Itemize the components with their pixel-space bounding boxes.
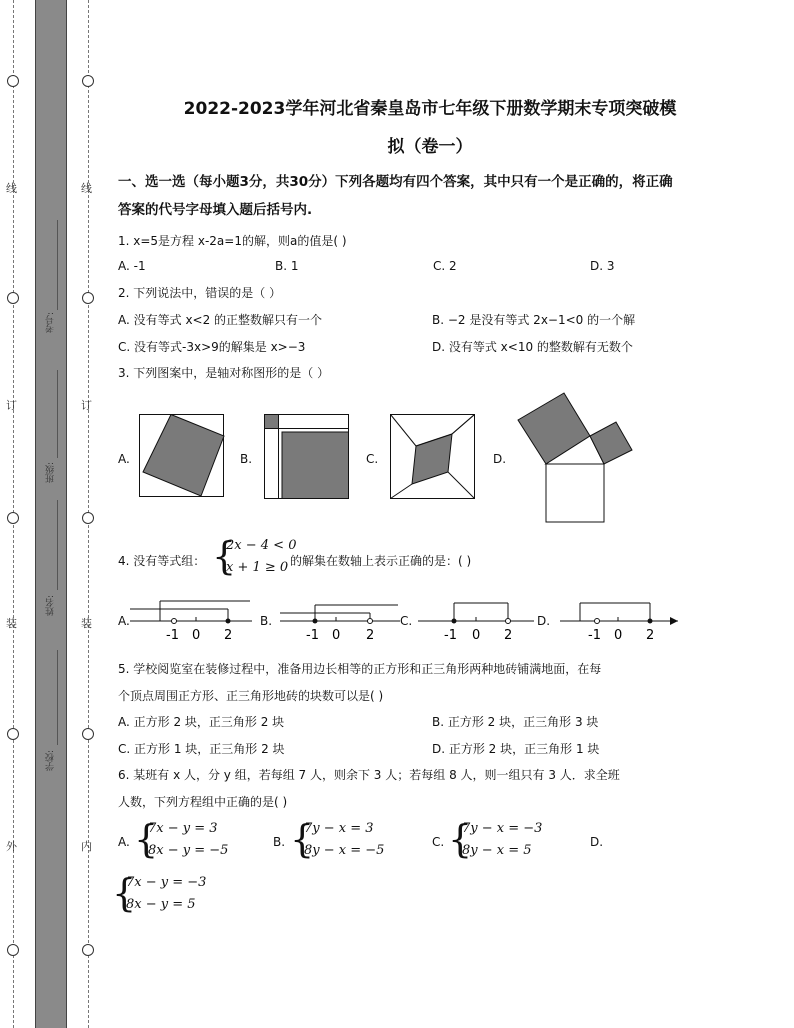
svg-text:-1: -1 <box>444 628 457 643</box>
binding-strip <box>35 0 67 1028</box>
q5-option-a[interactable]: A. 正方形 2 块，正三角形 2 块 <box>118 715 285 729</box>
class-label: 班级: <box>46 462 56 484</box>
binding-margin <box>0 0 100 1028</box>
q6-label-a[interactable]: A. <box>118 835 130 849</box>
q6-label-c[interactable]: C. <box>432 835 445 849</box>
field-underline <box>57 500 58 590</box>
hole-circle <box>82 75 94 87</box>
q4-numberline-b <box>280 595 400 645</box>
svg-text:2: 2 <box>504 628 513 643</box>
q1-option-b[interactable]: B. 1 <box>275 259 299 273</box>
q6-label-b[interactable]: B. <box>273 835 286 849</box>
hole-circle <box>7 292 19 304</box>
hole-circle <box>7 75 19 87</box>
question-4-stem-suffix: 的解集在数轴上表示正确的是：( ) <box>290 554 472 568</box>
q4-label-a[interactable]: A. <box>118 614 130 628</box>
q2-option-a[interactable]: A. 没有等式 x<2 的正整数解只有一个 <box>118 313 323 327</box>
hole-circle <box>82 728 94 740</box>
q5-option-c[interactable]: C. 正方形 1 块，正三角形 2 块 <box>118 742 285 756</box>
question-6-stem-line1: 6. 某班有 x 人，分 y 组，若每组 7 人，则余下 3 人；若每组 8 人，则一组只有 3 人．求全班 <box>118 768 620 782</box>
field-underline <box>57 370 58 458</box>
q3-label-a[interactable]: A. <box>118 452 130 466</box>
svg-text:-1: -1 <box>588 628 601 643</box>
question-3-stem: 3. 下列图案中，是轴对称图形的是（ ） <box>118 366 330 380</box>
q2-option-c[interactable]: C. 没有等式-3x>9的解集是 x>−3 <box>118 340 306 354</box>
brace: { <box>212 534 237 578</box>
q4-label-c[interactable]: C. <box>400 614 413 628</box>
hole-circle <box>7 512 19 524</box>
margin-char: 订 <box>6 399 17 412</box>
hole-circle <box>82 512 94 524</box>
q4-numberline-a <box>130 595 254 645</box>
hole-circle <box>7 728 19 740</box>
q1-option-d[interactable]: D. 3 <box>590 259 615 273</box>
margin-char: 内 <box>81 840 92 853</box>
hole-circle <box>82 944 94 956</box>
margin-char: 装 <box>81 617 92 630</box>
svg-text:0: 0 <box>332 628 341 643</box>
margin-char: 线 <box>81 182 92 195</box>
brace: { <box>290 817 315 861</box>
q2-option-b[interactable]: B. −2 是没有等式 2x−1<0 的一个解 <box>432 313 636 327</box>
svg-text:0: 0 <box>614 628 623 643</box>
question-2-stem: 2. 下列说法中，错误的是（ ） <box>118 286 282 300</box>
hole-circle <box>82 292 94 304</box>
q4-label-d[interactable]: D. <box>537 614 551 628</box>
q6-system-b-line1: 7y − x = 3 <box>304 821 374 836</box>
exam-number-label: 考号: <box>46 312 56 334</box>
q4-label-b[interactable]: B. <box>260 614 273 628</box>
svg-text:2: 2 <box>224 628 233 643</box>
brace: { <box>112 871 137 915</box>
svg-text:-1: -1 <box>306 628 319 643</box>
q3-label-b[interactable]: B. <box>240 452 253 466</box>
q4-numberline-d <box>560 595 680 645</box>
q6-system-a-line1: 7x − y = 3 <box>148 821 218 836</box>
q1-option-a[interactable]: A. -1 <box>118 259 146 273</box>
margin-char: 装 <box>6 617 17 630</box>
brace: { <box>134 817 159 861</box>
question-5-stem-line2: 个顶点周围正方形、正三角形地砖的块数可以是( ) <box>118 689 384 703</box>
question-6-stem-line2: 人数，下列方程组中正确的是( ) <box>118 795 288 809</box>
hole-circle <box>7 944 19 956</box>
q6-system-c-line1: 7y − x = −3 <box>462 821 543 836</box>
q6-system-d-line1: 7x − y = −3 <box>126 875 207 890</box>
q6-system-c-line2: 8y − x = 5 <box>462 843 532 858</box>
question-5-stem-line1: 5. 学校阅览室在装修过程中，准备用边长相等的正方形和正三角形两种地砖铺满地面，在每 <box>118 662 602 676</box>
school-label: 学校: <box>46 750 56 772</box>
q4-system-line2: x + 1 ≥ 0 <box>226 560 289 575</box>
margin-char: 订 <box>81 399 92 412</box>
q3-figure-a <box>139 414 225 498</box>
svg-text:0: 0 <box>192 628 201 643</box>
q3-label-c[interactable]: C. <box>366 452 379 466</box>
question-4-stem-prefix: 4. 没有等式组： <box>118 554 206 568</box>
q4-numberline-c <box>418 595 536 645</box>
page-title: 2022-2023学年河北省秦皇岛市七年级下册数学期末专项突破模 <box>183 99 677 119</box>
q6-system-d-line2: 8x − y = 5 <box>126 897 196 912</box>
q6-system-a-line2: 8x − y = −5 <box>148 843 229 858</box>
q3-figure-c <box>390 414 476 500</box>
q3-label-d[interactable]: D. <box>493 452 507 466</box>
q6-label-d[interactable]: D. <box>590 835 604 849</box>
brace: { <box>448 817 473 861</box>
margin-char: 外 <box>6 840 17 853</box>
q6-system-b-line2: 8y − x = −5 <box>304 843 385 858</box>
q2-option-d[interactable]: D. 没有等式 x<10 的整数解有无数个 <box>432 340 633 354</box>
question-1-stem: 1. x=5是方程 x-2a=1的解，则a的值是( ) <box>118 234 347 248</box>
field-underline <box>57 220 58 310</box>
svg-text:2: 2 <box>646 628 655 643</box>
margin-char: 线 <box>6 182 17 195</box>
q5-option-d[interactable]: D. 正方形 2 块，正三角形 1 块 <box>432 742 600 756</box>
name-label: 姓名: <box>46 595 56 617</box>
q5-option-b[interactable]: B. 正方形 2 块，正三角形 3 块 <box>432 715 599 729</box>
section-heading: 一、选一选（每小题3分，共30分）下列各题均有四个答案，其中只有一个是正确的，将正确答案的代号字母填入题后括号内. <box>118 174 673 218</box>
q4-system-line1: 2x − 4 < 0 <box>226 538 297 553</box>
svg-text:-1: -1 <box>166 628 179 643</box>
field-underline <box>57 650 58 745</box>
svg-text:2: 2 <box>366 628 375 643</box>
q3-figure-d <box>512 390 637 524</box>
q1-option-c[interactable]: C. 2 <box>433 259 457 273</box>
svg-text:0: 0 <box>472 628 481 643</box>
q3-figure-b <box>264 414 350 500</box>
page-title-cont: 拟（卷一） <box>387 137 473 157</box>
